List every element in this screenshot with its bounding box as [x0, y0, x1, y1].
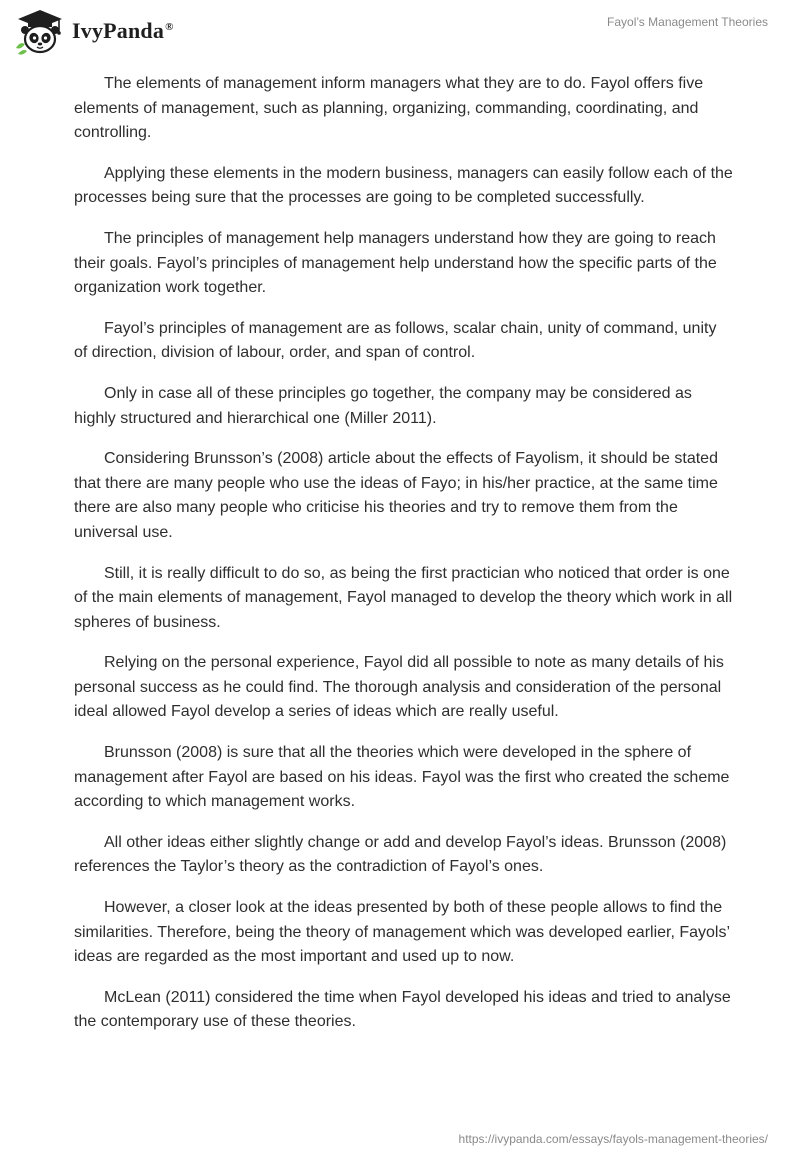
paragraph: Considering Brunsson’s (2008) article about the effects of Fayolism, it should be stated that there are many people who use the ideas of Fayo; in his/her practice, at the same time there are also many people who criticise his theories and try to remove them from the universal use. — [74, 450, 718, 541]
paragraph: The elements of management inform managers what they are to do. Fayol offers five elements of management, such as planning, organizing, commanding, coordinating, and controlling. — [74, 75, 704, 142]
document-title: Fayol’s Management Theories — [607, 15, 768, 29]
paragraph: Fayol’s principles of management are as follows, scalar chain, unity of command, unity of direction, division of labour, order, and span of control. — [74, 319, 717, 362]
paragraph: Only in case all of these principles go together, the company may be considered as highly structured and hierarchical one (Miller 2011). — [74, 384, 692, 427]
site-logo[interactable] — [14, 8, 174, 56]
paragraph: McLean (2011) considered the time when Fayol developed his ideas and tried to analyse the contemporary use of these theories. — [74, 988, 731, 1031]
paragraph: Still, it is really difficult to do so, as being the first practician who noticed that order is one of the main elements of management, Fayol managed to develop the theory which work in all spheres of business. — [74, 564, 733, 631]
paragraph: All other ideas either slightly change or add and develop Fayol’s ideas. Brunsson (2008) references the Taylor’s theory as the contradiction of Fayol’s ones. — [74, 833, 727, 876]
paragraph: The principles of management help managers understand how they are going to reach their goals. Fayol’s principles of management help understand how the specific parts of the organization work together. — [74, 229, 717, 297]
logo-wordmark: IvyPanda® — [72, 18, 174, 43]
paragraph: Applying these elements in the modern business, managers can easily follow each of the processes being sure that the processes are going to be completed successfully. — [74, 164, 733, 207]
essay-body — [74, 72, 734, 1051]
page-header — [0, 0, 800, 64]
paragraph: However, a closer look at the ideas presented by both of these people allows to find the similarities. Therefore, being the theory of management which was developed earlier, Fayols’ ideas are regarded as the most important and used up to now. — [74, 899, 730, 966]
paragraph: Relying on the personal experience, Fayol did all possible to note as many details of his personal success as he could find. The thorough analysis and consideration of the personal ideal allowed Fayol develop a series of ideas which are really useful. — [74, 654, 724, 721]
panda-graduate-icon — [14, 8, 66, 56]
paragraph: Brunsson (2008) is sure that all the theories which were developed in the sphere of management after Fayol are based on his ideas. Fayol was the first who created the scheme according to which management works. — [74, 744, 730, 811]
source-url-link[interactable]: https://ivypanda.com/essays/fayols-management-theories/ — [458, 1132, 768, 1146]
